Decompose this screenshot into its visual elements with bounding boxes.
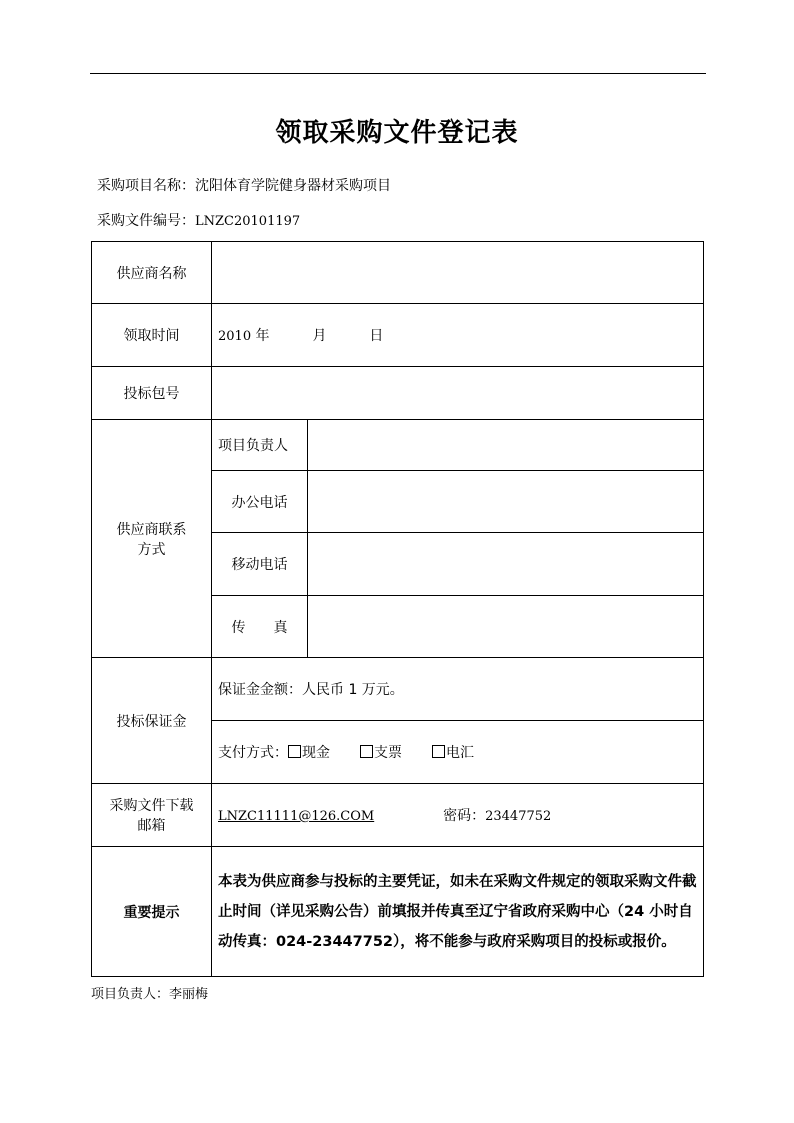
office-phone-field[interactable] bbox=[308, 471, 704, 533]
supplier-name-label: 供应商名称 bbox=[92, 242, 212, 304]
table-row bbox=[92, 304, 704, 367]
table-row bbox=[92, 847, 704, 977]
footer-responsible bbox=[91, 983, 208, 1002]
receive-year: 2010 bbox=[218, 329, 252, 344]
deposit-amount: 保证金金额：人民币 1 万元。 bbox=[212, 658, 704, 721]
footer-responsible-label: 项目负责人： bbox=[91, 987, 170, 1002]
day-char: 日 bbox=[369, 328, 384, 344]
download-email-row bbox=[212, 784, 704, 847]
password-label: 密码： bbox=[443, 808, 486, 824]
checkbox-icon[interactable] bbox=[432, 745, 445, 758]
table-row bbox=[92, 784, 704, 847]
notice-text: 本表为供应商参与投标的主要凭证，如未在采购文件规定的领取采购文件截止时间（详见采购公告）前填报并传真至辽宁省政府采购中心（24 小时自动传真：024-23447752），将不能参与政府采购项目的投标或报价。 bbox=[212, 847, 704, 977]
payment-option-check-label: 支票 bbox=[374, 745, 402, 761]
header-rule bbox=[90, 73, 706, 74]
payment-option-cash-label: 现金 bbox=[302, 745, 330, 761]
doc-number-line bbox=[97, 210, 300, 230]
bid-package-field[interactable] bbox=[212, 367, 704, 420]
receive-time-field[interactable] bbox=[212, 304, 704, 367]
doc-number-value: LNZC20101197 bbox=[195, 214, 301, 229]
table-row bbox=[92, 420, 704, 471]
fax-field[interactable] bbox=[308, 596, 704, 658]
footer-responsible-name: 李丽梅 bbox=[169, 987, 209, 1002]
contact-label-line1: 供应商联系 bbox=[116, 521, 187, 538]
supplier-name-field[interactable] bbox=[212, 242, 704, 304]
page-title: 领取采购文件登记表 bbox=[275, 118, 519, 148]
download-email-link[interactable]: LNZC11111@126.COM bbox=[218, 809, 375, 824]
office-phone-label: 办公电话 bbox=[212, 471, 308, 533]
contact-person-label: 项目负责人 bbox=[212, 420, 308, 471]
bid-package-label: 投标包号 bbox=[92, 367, 212, 420]
mobile-phone-field[interactable] bbox=[308, 533, 704, 596]
registration-form-table bbox=[91, 241, 704, 977]
checkbox-icon[interactable] bbox=[288, 745, 301, 758]
contact-label bbox=[92, 420, 212, 658]
download-label-line2: 邮箱 bbox=[137, 818, 166, 834]
payment-option-cash[interactable] bbox=[288, 745, 330, 761]
project-name-line bbox=[97, 175, 391, 195]
download-label-line1: 采购文件下载 bbox=[109, 798, 194, 814]
project-name-label: 采购项目名称： bbox=[97, 178, 195, 194]
notice-label: 重要提示 bbox=[92, 847, 212, 977]
contact-label-line2: 方式 bbox=[137, 541, 166, 558]
table-row bbox=[92, 242, 704, 304]
payment-option-wire-label: 电汇 bbox=[446, 745, 474, 761]
contact-person-field[interactable] bbox=[308, 420, 704, 471]
payment-method-label: 支付方式： bbox=[218, 745, 288, 761]
download-email-label bbox=[92, 784, 212, 847]
receive-time-label: 领取时间 bbox=[92, 304, 212, 367]
table-row bbox=[92, 367, 704, 420]
payment-option-wire[interactable] bbox=[432, 745, 474, 761]
mobile-phone-label: 移动电话 bbox=[212, 533, 308, 596]
month-char: 月 bbox=[312, 328, 327, 344]
table-row bbox=[92, 658, 704, 721]
project-name-value: 沈阳体育学院健身器材采购项目 bbox=[195, 178, 391, 194]
doc-number-label: 采购文件编号： bbox=[97, 213, 195, 229]
payment-option-check[interactable] bbox=[360, 745, 402, 761]
year-char: 年 bbox=[255, 328, 270, 344]
checkbox-icon[interactable] bbox=[360, 745, 373, 758]
payment-method-row bbox=[212, 721, 704, 784]
fax-label: 传 真 bbox=[212, 596, 308, 658]
deposit-label: 投标保证金 bbox=[92, 658, 212, 784]
password-value: 23447752 bbox=[485, 809, 552, 824]
